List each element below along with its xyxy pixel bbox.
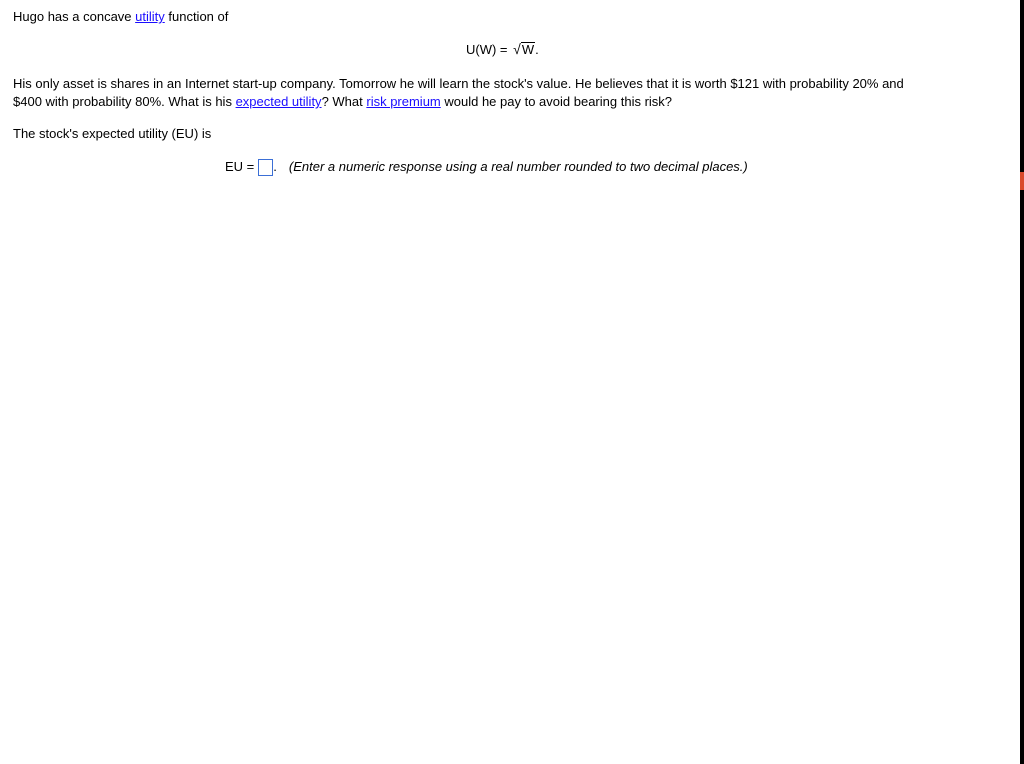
sqrt-symbol: √: [513, 41, 521, 57]
problem-paragraph-line-2: [13, 94, 672, 110]
intro-line: [13, 9, 228, 25]
intro-text-end: function of: [164, 9, 229, 24]
utility-link[interactable]: utility: [135, 9, 165, 24]
eu-answer-input[interactable]: [258, 159, 273, 176]
scroll-marker: [1020, 172, 1024, 190]
formula-lhs: U(W) =: [466, 42, 512, 57]
formula-period: .: [535, 42, 539, 57]
intro-text: Hugo has a concave: [13, 9, 136, 24]
utility-formula: [466, 41, 539, 58]
expected-utility-link[interactable]: expected utility: [235, 94, 322, 109]
instruction-text: (Enter a numeric response using a real number rounded to two decimal places.): [288, 159, 748, 174]
formula-radicand: W: [521, 42, 535, 57]
eu-suffix: .: [273, 159, 277, 174]
problem-text-1: His only asset is shares in an Internet start-up company. Tomorrow he will learn the stock's value. He believes that it is worth $121 with probability 20% and: [13, 76, 904, 91]
eu-answer-row: [225, 158, 748, 176]
problem-text-2c: would he pay to avoid bearing this risk?: [440, 94, 673, 109]
eu-statement-text: The stock's expected utility (EU) is: [13, 126, 212, 141]
problem-text-2a: $400 with probability 80%. What is his: [13, 94, 236, 109]
problem-paragraph-line-1: [13, 76, 904, 92]
window-edge: [1020, 0, 1024, 764]
eu-statement: [13, 126, 211, 142]
problem-text-2b: ? What: [321, 94, 367, 109]
eu-label: EU =: [225, 159, 255, 174]
risk-premium-link[interactable]: risk premium: [366, 94, 441, 109]
